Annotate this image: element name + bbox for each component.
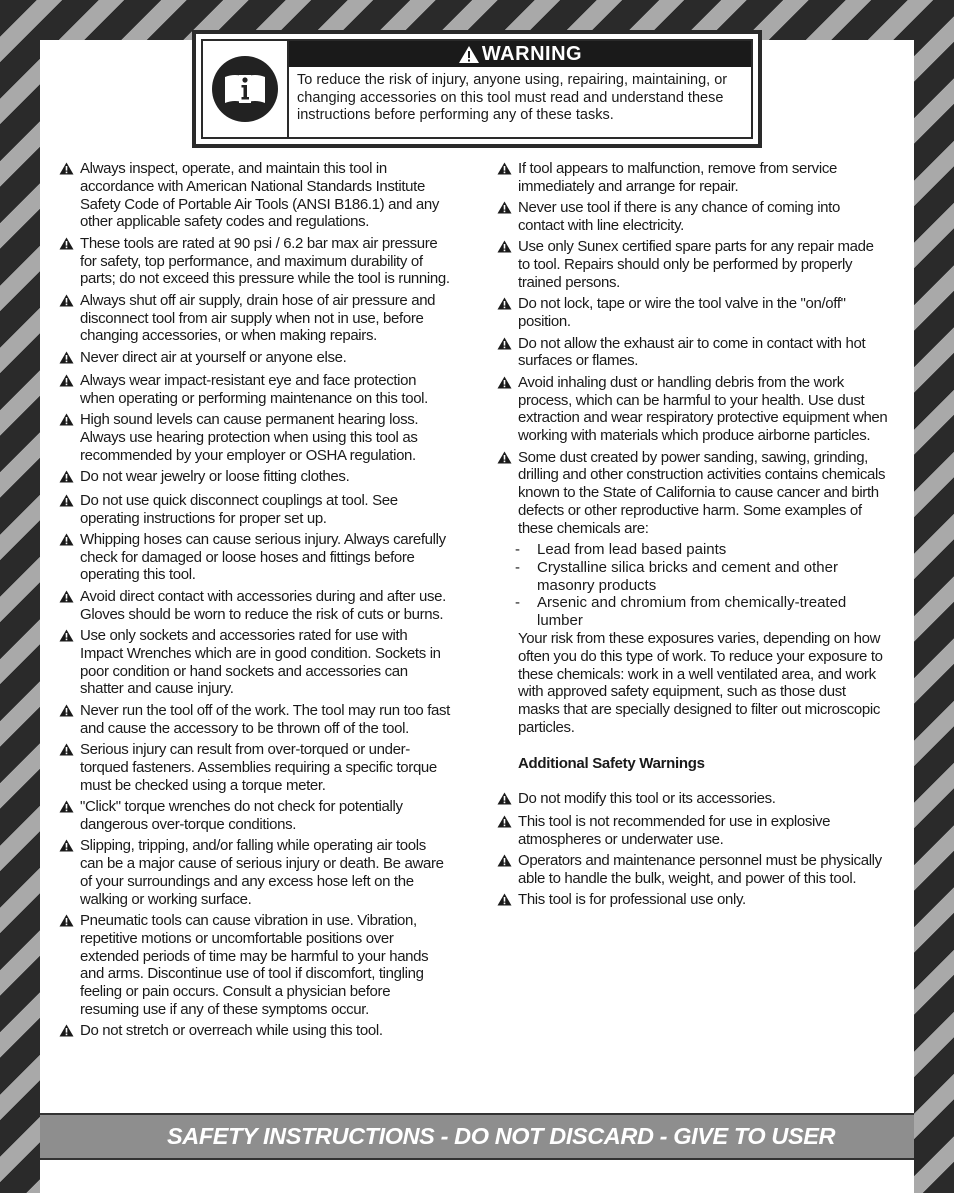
warning-item-text: Never direct air at yourself or anyone else. xyxy=(80,348,347,366)
left-warning-item xyxy=(59,1022,451,1042)
warning-triangle-icon xyxy=(59,798,80,834)
left-warning-item xyxy=(59,160,451,231)
manual-icon xyxy=(212,56,278,122)
additional-warning-item xyxy=(497,813,889,849)
warning-item-text: Serious injury can result from over-torqued or under-torqued fasteners. Assemblies requiring a specific torque must be checked using a torque meter. xyxy=(80,741,437,794)
right-warning-item xyxy=(497,335,889,371)
warning-item-text: These tools are rated at 90 psi / 6.2 bar max air pressure for safety, top performance, and maximum durability of parts; do not exceed this pressure while the tool is running. xyxy=(80,234,450,288)
warning-triangle-icon xyxy=(59,837,80,908)
warning-triangle-icon xyxy=(497,160,518,196)
left-warning-item xyxy=(59,912,451,1019)
additional-warning-item xyxy=(497,852,889,888)
warning-triangle-icon xyxy=(497,891,518,911)
warning-item-text: If tool appears to malfunction, remove from service immediately and arrange for repair. xyxy=(518,160,837,195)
warning-title: WARNING xyxy=(481,42,583,65)
right-warning-item xyxy=(497,374,889,445)
warning-triangle-icon xyxy=(497,295,518,331)
warning-triangle-icon xyxy=(59,741,80,794)
warning-item-text: Do not use quick disconnect couplings at tool. See operating instructions for proper set up. xyxy=(80,491,398,527)
left-warning-item xyxy=(59,627,451,698)
warning-triangle-icon xyxy=(497,335,518,371)
warning-item-text: Do not stretch or overreach while using this tool. xyxy=(80,1022,383,1040)
warning-item-text: Always shut off air supply, drain hose of air pressure and disconnect tool from air supply when not in use, before changing accessories, or when making repairs. xyxy=(80,291,436,345)
warning-triangle-icon xyxy=(497,199,518,235)
warning-box xyxy=(192,30,762,148)
warning-triangle-icon xyxy=(458,45,480,64)
warning-triangle-icon xyxy=(59,588,80,624)
left-warning-item xyxy=(59,798,451,834)
warning-item-text: Pneumatic tools can cause vibration in use. Vibration, repetitive motions or uncomfortable positions over extended periods of time may be harmful to your hands and arms. Discontinue use of tool if discomfort, tingling feeling or pain occurs. Consult a physician before resuming use if any of these symptoms occur. xyxy=(80,911,429,1018)
warning-item-text: Avoid inhaling dust or handling debris from the work process, which can be harmful to your health. Use dust extraction and wear respiratory protective equipment when working with materials which produce airborne particles. xyxy=(518,373,888,445)
warning-item-text: Do not allow the exhaust air to come in contact with hot surfaces or flames. xyxy=(518,334,866,370)
warning-triangle-icon xyxy=(497,238,518,291)
warning-header xyxy=(289,41,751,67)
warning-item-text: Operators and maintenance personnel must be physically able to handle the bulk, weight, and power of this tool. xyxy=(518,852,882,888)
warning-triangle-icon xyxy=(59,235,80,288)
warning-item-text: Always wear impact-resistant eye and face protection when operating or performing maintenance on this tool. xyxy=(80,372,428,407)
warning-triangle-icon xyxy=(59,372,80,408)
warning-item-text: Slipping, tripping, and/or falling while operating air tools can be a major cause of serious injury or death. Be aware of your surroundings and any excess hose left on the walking or working surface. xyxy=(80,837,444,908)
warning-item-text: Always inspect, operate, and maintain this tool in accordance with American National Standards Institute Safety Code of Portable Air Tools (ANSI B186.1) and any other applicable safety codes and regulations. xyxy=(80,160,440,231)
left-warning-item xyxy=(59,837,451,908)
warning-item-text: Avoid direct contact with accessories during and after use. Gloves should be worn to reduce the risk of cuts or burns. xyxy=(80,587,446,623)
left-warning-item xyxy=(59,702,451,738)
warning-item-text: Use only sockets and accessories rated for use with Impact Wrenches which are in good condition. Sockets in poor condition or hand sockets and accessories can shatter and cause injury. xyxy=(80,627,441,698)
risk-paragraph: Your risk from these exposures varies, depending on how often you do this type of work. To reduce your exposure to these chemicals: work in a well ventilated area, and work with approved safety equipment, such as those dust masks that are specially designed to filter out microscopic particles. xyxy=(518,630,883,737)
left-warning-item xyxy=(59,531,451,584)
right-warning-item xyxy=(497,449,889,538)
right-warning-item xyxy=(497,199,889,235)
warning-triangle-icon xyxy=(59,627,80,698)
left-warning-item xyxy=(59,492,451,528)
warning-triangle-icon xyxy=(59,912,80,1019)
right-warning-item xyxy=(497,295,889,331)
warning-triangle-icon xyxy=(59,292,80,345)
right-warning-item xyxy=(497,238,889,291)
left-warning-item xyxy=(59,741,451,794)
left-warning-item xyxy=(59,349,451,369)
additional-warning-item xyxy=(497,891,889,911)
left-column xyxy=(59,160,451,1046)
right-warning-item xyxy=(497,160,889,196)
warning-triangle-icon xyxy=(59,492,80,528)
warning-item-text: Whipping hoses can cause serious injury. Always carefully check for damaged or loose hoses and fittings before operating this tool. xyxy=(80,530,446,584)
warning-triangle-icon xyxy=(497,790,518,810)
warning-triangle-icon xyxy=(497,813,518,849)
footer-text: SAFETY INSTRUCTIONS - DO NOT DISCARD - GIVE TO USER xyxy=(167,1123,836,1149)
warning-item-text: Do not wear jewelry or loose fitting clothes. xyxy=(80,468,350,486)
left-warning-item xyxy=(59,588,451,624)
warning-triangle-icon xyxy=(59,349,80,369)
left-warning-item xyxy=(59,468,451,488)
left-warning-item xyxy=(59,411,451,464)
warning-triangle-icon xyxy=(59,468,80,488)
chemical-item-text: Crystalline silica bricks and cement and other masonry products xyxy=(537,558,838,594)
page xyxy=(40,40,914,1193)
warning-triangle-icon xyxy=(59,411,80,464)
warning-triangle-icon xyxy=(497,374,518,445)
warning-triangle-icon xyxy=(59,1022,80,1042)
warning-triangle-icon xyxy=(497,852,518,888)
left-warning-item xyxy=(59,372,451,408)
left-warning-item xyxy=(59,235,451,288)
warning-item-text: High sound levels can cause permanent hearing loss. Always use hearing protection when using this tool as recommended by your employer or OSHA regulation. xyxy=(80,411,419,464)
warning-item-text: This tool is for professional use only. xyxy=(518,891,746,909)
warning-item-text: Never use tool if there is any chance of coming into contact with line electricity. xyxy=(518,199,840,234)
footer-banner xyxy=(40,1113,914,1160)
warning-item-text: Never run the tool off of the work. The tool may run too fast and cause the accessory to be thrown off of the tool. xyxy=(80,701,450,737)
warning-item-text: Some dust created by power sanding, sawing, grinding, drilling and other construction activities contains chemicals known to the State of California to cause cancer and birth defects or other reproductive harm. Some examples of these chemicals are: xyxy=(518,448,886,537)
additional-warning-item xyxy=(497,790,889,810)
warning-item-text: Do not modify this tool or its accessories. xyxy=(518,789,776,807)
warning-triangle-icon xyxy=(59,531,80,584)
additional-safety-heading: Additional Safety Warnings xyxy=(518,754,705,772)
right-column xyxy=(497,160,889,915)
warning-text: To reduce the risk of injury, anyone using, repairing, maintaining, or changing accessories on this tool must read and understand these instructions before performing any of these tasks. xyxy=(297,72,728,123)
chemical-item: - Arsenic and chromium from chemically-treated lumber xyxy=(515,594,889,630)
warning-item-text: Do not lock, tape or wire the tool valve in the "on/off" position. xyxy=(518,295,846,331)
left-warning-item xyxy=(59,292,451,345)
chemical-item-text: Lead from lead based paints xyxy=(537,541,727,559)
warning-triangle-icon xyxy=(59,160,80,231)
warning-item-text: This tool is not recommended for use in explosive atmospheres or underwater use. xyxy=(518,813,831,848)
chemical-item-text: Arsenic and chromium from chemically-treated lumber xyxy=(537,594,847,630)
warning-triangle-icon xyxy=(59,702,80,738)
chemicals-list xyxy=(497,541,889,630)
warning-item-text: "Click" torque wrenches do not check for potentially dangerous over-torque conditions. xyxy=(80,798,403,833)
warning-item-text: Use only Sunex certified spare parts for any repair made to tool. Repairs should only be performed by properly trained persons. xyxy=(518,238,874,291)
chemical-item: - Crystalline silica bricks and cement and other masonry products xyxy=(515,559,889,595)
chemical-item: - Lead from lead based paints xyxy=(515,541,727,559)
warning-triangle-icon xyxy=(497,449,518,538)
